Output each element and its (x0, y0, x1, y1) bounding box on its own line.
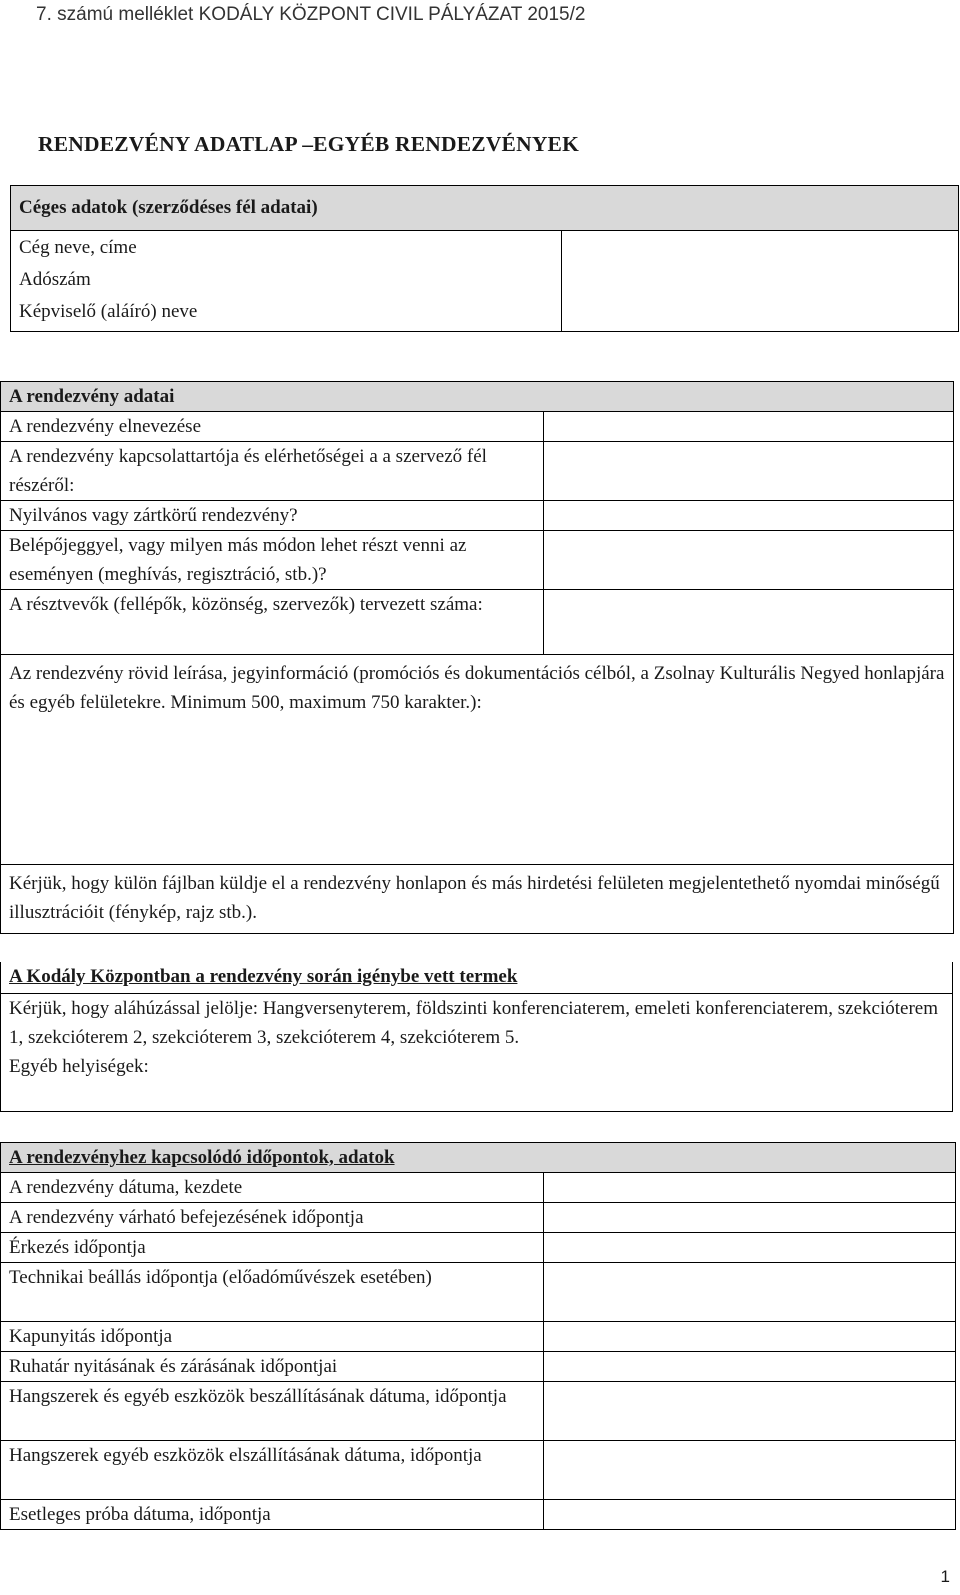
page-title: RENDEZVÉNY ADATLAP –EGYÉB RENDEZVÉNYEK (38, 132, 580, 156)
description-label: Az rendezvény rövid leírása, jegyinformáció (promóciós és dokumentációs célból, a Zsolnay Kulturális Negyed honlapjára és egyéb felületekre. Minimum 500, maximum 750 karakter.): (9, 663, 945, 713)
delivery-field[interactable] (544, 1382, 956, 1441)
tax-number-label: Adószám (19, 269, 91, 290)
delivery-label: Hangszerek és egyéb eszközök beszállításának dátuma, időpontja (1, 1382, 544, 1441)
public-private-field[interactable] (544, 501, 954, 531)
description-cell[interactable] (1, 655, 954, 865)
event-date-field[interactable] (544, 1173, 956, 1203)
tech-setup-label: Technikai beállás időpontja (előadóművészek esetében) (1, 1263, 544, 1322)
public-private-label: Nyilvános vagy zártkörű rendezvény? (1, 501, 544, 531)
representative-label: Képviselő (aláíró) neve (19, 301, 198, 322)
page-number: 1 (940, 1567, 950, 1586)
illustration-note: Kérjük, hogy külön fájlban küldje el a rendezvény honlapon és más hirdetési felületen megjelentethető nyomdai minőségű illusztrációit (fénykép, rajz stb.). (1, 865, 954, 934)
arrival-field[interactable] (544, 1233, 956, 1263)
contact-label: A rendezvény kapcsolattartója és elérhetőségei a a szervező fél részéről: (1, 442, 544, 501)
company-heading: Céges adatok (szerződéses fél adatai) (11, 186, 959, 231)
end-time-field[interactable] (544, 1203, 956, 1233)
tech-setup-field[interactable] (544, 1263, 956, 1322)
event-name-field[interactable] (544, 412, 954, 442)
rooms-block (0, 962, 953, 1112)
company-values-field[interactable] (562, 231, 959, 332)
cloakroom-field[interactable] (544, 1352, 956, 1382)
company-labels (11, 231, 562, 332)
rooms-other-label: Egyéb helyiségek: (9, 1056, 149, 1077)
rehearsal-label: Esetleges próba dátuma, időpontja (1, 1500, 544, 1530)
doors-open-label: Kapunyitás időpontja (1, 1322, 544, 1352)
end-time-label: A rendezvény várható befejezésének időpontja (1, 1203, 544, 1233)
times-heading: A rendezvényhez kapcsolódó időpontok, adatok (1, 1143, 956, 1173)
rooms-text[interactable]: Kérjük, hogy aláhúzással jelölje: Hangversenyterem, földszinti konferenciaterem, emeleti konferenciaterem, szekcióterem 1, szekcióterem 2, szekcióterem 3, szekcióterem 4, szekcióterem 5. (9, 998, 939, 1048)
arrival-label: Érkezés időpontja (1, 1233, 544, 1263)
participants-field[interactable] (544, 590, 954, 655)
company-name-label: Cég neve, címe (19, 237, 137, 258)
event-table (0, 381, 954, 934)
removal-label: Hangszerek egyéb eszközök elszállításának dátuma, időpontja (1, 1441, 544, 1500)
event-heading: A rendezvény adatai (1, 382, 954, 412)
entry-field[interactable] (544, 531, 954, 590)
times-table (0, 1142, 956, 1530)
doors-open-field[interactable] (544, 1322, 956, 1352)
page-header: 7. számú melléklet KODÁLY KÖZPONT CIVIL PÁLYÁZAT 2015/2 (36, 4, 586, 25)
event-date-label: A rendezvény dátuma, kezdete (1, 1173, 544, 1203)
contact-field[interactable] (544, 442, 954, 501)
cloakroom-label: Ruhatár nyitásának és zárásának időpontjai (1, 1352, 544, 1382)
company-table (10, 185, 959, 332)
participants-label: A résztvevők (fellépők, közönség, szervezők) tervezett száma: (1, 590, 544, 655)
removal-field[interactable] (544, 1441, 956, 1500)
entry-label: Belépőjeggyel, vagy milyen más módon lehet részt venni az eseményen (meghívás, regisztráció, stb.)? (1, 531, 544, 590)
rooms-heading: A Kodály Központban a rendezvény során igénybe vett termek (1, 962, 952, 994)
rehearsal-field[interactable] (544, 1500, 956, 1530)
event-name-label: A rendezvény elnevezése (1, 412, 544, 442)
